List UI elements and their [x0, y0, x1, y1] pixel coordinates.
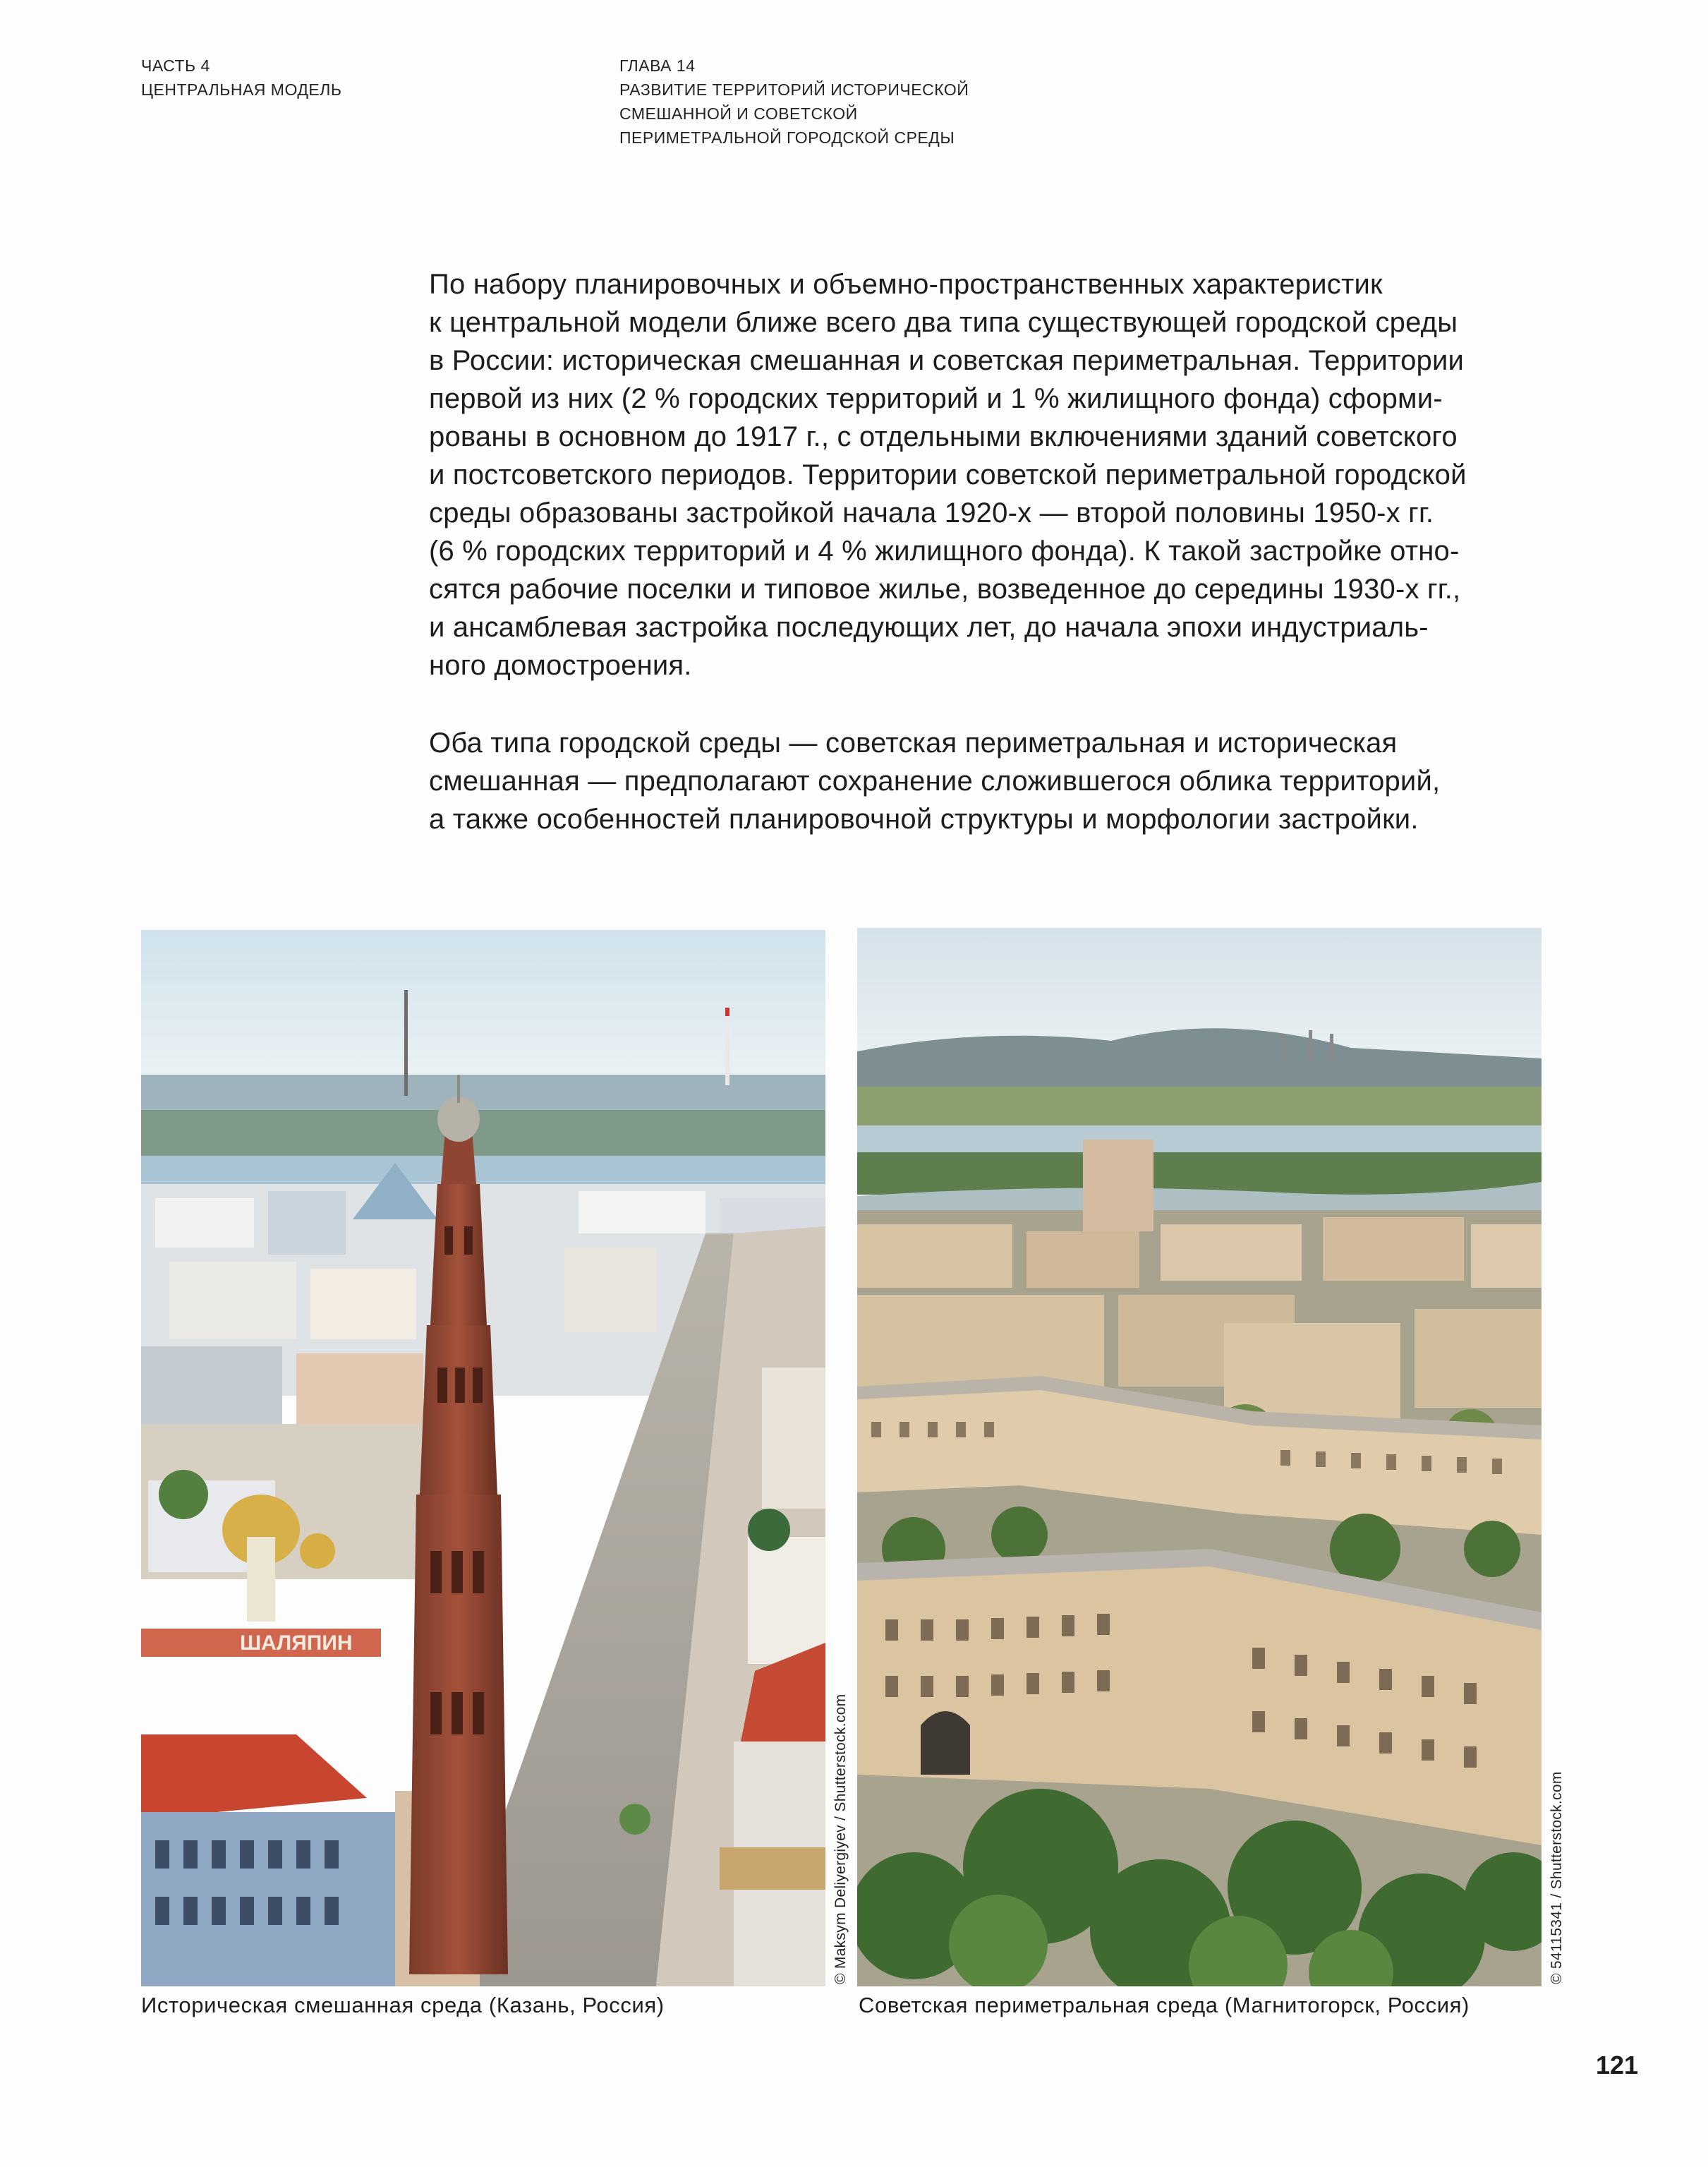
chapter-title-line: ПЕРИМЕТРАЛЬНОЙ ГОРОДСКОЙ СРЕДЫ	[619, 128, 955, 147]
chapter-label: ГЛАВА 14	[619, 56, 696, 75]
body-paragraph-1	[429, 265, 1572, 684]
shalyapin-sign: ШАЛЯПИН	[240, 1631, 353, 1655]
chapter-title-line: СМЕШАННОЙ И СОВЕТСКОЙ	[619, 104, 858, 123]
text-line: Оба типа городской среды — советская периметральная и историческая	[429, 728, 1398, 759]
caption-left: Историческая смешанная среда (Казань, Россия)	[141, 1993, 665, 2017]
photo-kazan	[141, 930, 825, 1986]
part-title: ЦЕНТРАЛЬНАЯ МОДЕЛЬ	[141, 80, 342, 99]
photo-credit-left: © Maksym Deliyergiyev / Shutterstock.com	[832, 1694, 849, 1984]
part-label: ЧАСТЬ 4	[141, 56, 210, 75]
text-line: и ансамблевая застройка последующих лет, до начала эпохи индустриаль-	[429, 612, 1429, 643]
text-line: смешанная — предполагают сохранение сложившегося облика территорий,	[429, 766, 1441, 797]
text-line: (6 % городских территорий и 4 % жилищного фонда). К такой застройке отно-	[429, 536, 1460, 567]
running-head-chapter	[619, 54, 969, 150]
text-line: в России: историческая смешанная и советская периметральная. Территории	[429, 345, 1465, 376]
text-line: к центральной модели ближе всего два типа существующей городской среды	[429, 307, 1458, 338]
text-line: сятся рабочие поселки и типовое жилье, возведенное до середины 1930-х гг.,	[429, 574, 1461, 605]
text-line: рованы в основном до 1917 г., с отдельными включениями зданий советского	[429, 421, 1458, 452]
text-line: ного домостроения.	[429, 650, 692, 681]
text-line: а также особенностей планировочной структуры и морфологии застройки.	[429, 804, 1419, 835]
chapter-title-line: РАЗВИТИЕ ТЕРРИТОРИЙ ИСТОРИЧЕСКОЙ	[619, 80, 969, 99]
magnitogorsk-illustration	[857, 928, 1542, 1986]
text-line: среды образованы застройкой начала 1920-х — второй половины 1950-х гг.	[429, 497, 1434, 529]
page-number: 121	[1596, 2051, 1639, 2080]
text-line: первой из них (2 % городских территорий и 1 % жилищного фонда) сформи-	[429, 383, 1443, 414]
caption-right: Советская периметральная среда (Магнитогорск, Россия)	[859, 1993, 1470, 2017]
text-line: По набору планировочных и объемно-пространственных характеристик	[429, 269, 1383, 300]
kazan-street-illustration	[141, 930, 825, 1986]
running-head-part	[141, 54, 341, 102]
photo-magnitogorsk	[857, 928, 1542, 1986]
body-paragraph-2	[429, 724, 1572, 838]
text-line: и постсоветского периодов. Территории советской периметральной городской	[429, 459, 1467, 490]
photo-credit-right: © 54115341 / Shutterstock.com	[1549, 1771, 1565, 1984]
